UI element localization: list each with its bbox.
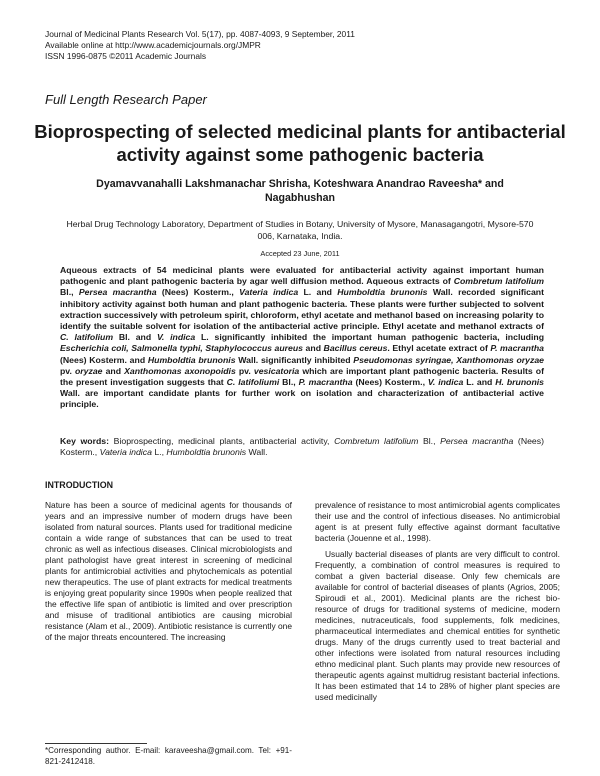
abstract-text: L. significantly inhibited the important human pathogenic bacteria, including [195,332,545,343]
species-name: oryzae [74,365,103,376]
abstract-text: Bl., [60,287,79,298]
abstract-text: Wall. significantly inhibited [235,354,354,365]
footnote-divider [45,743,147,744]
species-name: P. macrantha [490,343,544,354]
abstract-text: and [102,365,125,376]
body-column-left [45,500,292,643]
footnote-corresponding-author: *Corresponding author. E-mail: karaveesha@gmail.com. Tel: +91-821-2412418. [45,746,292,766]
abstract-text: Bl. and [113,332,157,343]
accepted-date: Accepted 23 June, 2011 [260,249,340,258]
keyword-species: Humboldtia brunonis [166,447,247,458]
body-column-right [315,500,560,703]
keyword-species: Vateria indica [99,447,152,458]
section-heading-introduction: INTRODUCTION [45,480,114,490]
body-paragraph: Usually bacterial diseases of plants are very difficult to control. Frequently, a combination of control measures is required to combat a given bacterial disease. Only few chemicals are available for control of bacterial diseases of plants (Agrios, 2005; Spiroudi et al., 2001). Medicinal plants are the richest bio-resource of drugs for traditional systems of medicine, modern medicines, nutraceuticals, food supplements, folk medicines, pharmaceutical intermediates and chemical entities for synthetic drugs. Many of the drugs currently used to treat bacterial and other infections were isolated from natural resources including ethno medicinal plant. Such plants may provide new resources of therapeutic agents against multidrug resistant bacterial infections. It has been estimated that 14 to 28% of higher plant species are used medicinally [315,549,560,702]
abstract-text: Wall. recorded significant inhibitory activity against both human and plant pathogenic bacteria. These plants were further subjected to solvent extraction successively with petroleum spirit, chloroform, ethyl acetate and methanol based on increasing polarity to identify the suitable solvent for isolation of the antibacterial active principle. Ethyl acetate and methanol extracts of [60,287,544,332]
abstract-text: Aqueous extracts of 54 medicinal plants were evaluated for antibacterial activity against important human pathogenic and plant pathogenic bacteria by agar well diffusion method. Aqueous extracts of [60,265,544,287]
abstract [60,265,544,411]
body-paragraph: prevalence of resistance to most antimicrobial agents complicates their use and the control of infectious diseases. No antimicrobial agent is at present fully effective against dormant facultative bacteria (Jouenne et al., 1998). [315,500,560,543]
keyword-text: Bl., [418,436,441,446]
abstract-text: which are important plant pathogenic bacteria. Results of the present investigation suggests that [60,365,544,388]
journal-issn: ISSN 1996-0875 ©2011 Academic Journals [45,51,207,61]
species-name: Humboldtia brunonis [147,354,236,365]
abstract-text: Wall. are important candidate plants for further work on isolation and characterization of antibacterial active principle. [60,388,544,410]
species-name: vesicatoria [253,365,300,376]
species-name: V. indica [427,377,464,388]
journal-url: Available online at http://www.academicjournals.org/JMPR [45,40,261,50]
abstract-text: Bl., [279,377,299,388]
keyword-text: (Nees) Kosterm., [60,436,544,458]
species-name: Vateria indica [239,287,299,298]
abstract-text: pv. [60,365,75,376]
abstract-text: L. and [463,377,496,388]
keyword-species: Persea macrantha [440,436,514,446]
species-name: V. indica [156,332,196,343]
abstract-text: (Nees) Kosterm. and [60,354,148,365]
abstract-text: (Nees) Kosterm., [156,287,240,298]
species-name: Escherichia coli, Salmonella typhi, Staphylococcus aureus [60,343,304,354]
keywords-label: Key words: [60,436,110,446]
body-paragraph: Nature has been a source of medicinal agents for thousands of years and an impressive number of modern drugs have been isolated from natural sources. Plants used for traditional medicine contain a wide range of substances that can be used to treat chronic as well as infectious diseases. Clinical microbiologists and plant pathologist have great interest in screening of medicinal plants for antimicrobial activities and phytochemicals as potential new therapeutics. The use of plant extracts for medical treatments is enjoying great popularity since 1990s when people realized that the effective life span of antibiotic is limited and over prescription and misuse of traditional antibiotics are causing microbial resistance (Alam et al., 2009). Antibiotic resistance is currently one of the major threats encountered. The increasing [45,500,292,642]
keyword-text: Wall. [246,447,268,458]
abstract-text: pv. [235,365,254,376]
species-name: C. latifolium [60,332,114,343]
species-name: Humboldtia brunonis [337,287,428,298]
species-name: Bacillus cereus [323,343,388,354]
species-name: Xanthomonas axonopoidis [124,365,236,376]
paper-title: Bioprospecting of selected medicinal plants for antibacterial activity against some pathogenic bacteria [34,121,566,165]
keyword-species: Combretum latifolium [334,436,419,446]
species-name: Pseudomonas syringae, Xanthomonas oryzae [353,354,544,365]
abstract-text: L. and [298,287,338,298]
abstract-text: (Nees) Kosterm., [352,377,428,388]
abstract-text: . Ethyl acetate extract of [387,343,491,354]
paper-type: Full Length Research Paper [45,92,207,107]
species-name: P. macrantha [298,377,353,388]
journal-citation: Journal of Medicinal Plants Research Vol. 5(17), pp. 4087-4093, 9 September, 2011 [45,29,355,39]
abstract-text: and [303,343,324,354]
species-name: H. brunonis [495,377,544,388]
keyword-text: L., [151,447,167,458]
species-name: Persea macrantha [78,287,157,298]
journal-header [45,29,355,62]
affiliation: Herbal Drug Technology Laboratory, Department of Studies in Botany, University of Mysore, Manasagangotri, Mysore-570 006, Karnataka, India. [66,219,534,241]
authors: Dyamavvanahalli Lakshmanachar Shrisha, Koteshwara Anandrao Raveesha* and Nagabhushan [96,178,504,204]
keyword-text: Bioprospecting, medicinal plants, antibacterial activity, [109,436,335,446]
keywords [60,436,544,458]
species-name: C. latifoliumi [226,377,280,388]
species-name: Combretum latifolium [453,276,544,287]
